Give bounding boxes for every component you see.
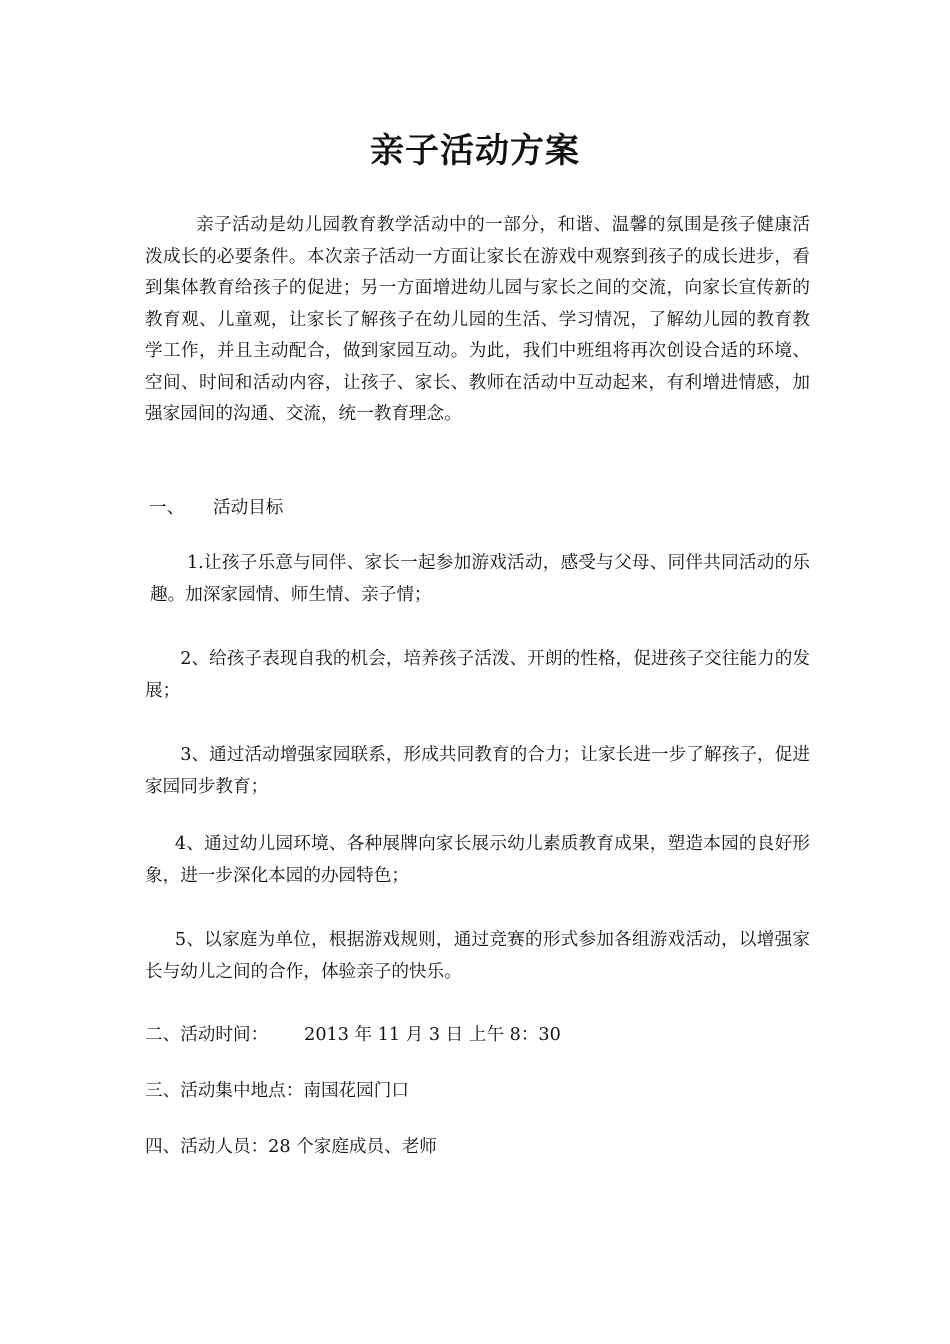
activity-people-label: 四、活动人员： (145, 1137, 269, 1157)
activity-place-value: 南国花园门口 (303, 1081, 409, 1101)
section-heading-goals (149, 493, 283, 525)
activity-place-label: 三、活动集中地点： (145, 1081, 304, 1101)
activity-people-value: 28 个家庭成员、老师 (268, 1137, 437, 1157)
activity-time-label: 二、活动时间： (145, 1025, 269, 1045)
goal-item-2: 2、给孩子表现自我的机会，培养孩子活泼、开朗的性格，促进孩子交往能力的发展； (145, 649, 810, 701)
goal-item-1: 1.让孩子乐意与同伴、家长一起参加游戏活动，感受与父母、同伴共同活动的乐趣。加深家园情、师生情、亲子情； (150, 553, 810, 605)
intro-paragraph: 亲子活动是幼儿园教育教学活动中的一部分，和谐、温馨的氛围是孩子健康活泼成长的必要条件。本次亲子活动一方面让家长在游戏中观察到孩子的成长进步，看到集体教育给孩子的促进；另一方面增进幼儿园与家长之间的交流，向家长宣传新的教育观、儿童观，让家长了解孩子在幼儿园的生活、学习情况，了解幼儿园的教育教学工作，并且主动配合，做到家园互动。为此，我们中班组将再次创设合适的环境、空间、时间和活动内容，让孩子、家长、教师在活动中互动起来，有利增进情感，加强家园间的沟通、交流，统一教育理念。 (145, 215, 810, 424)
activity-time-line (145, 1020, 561, 1052)
goal-item-5: 5、以家庭为单位，根据游戏规则，通过竞赛的形式参加各组游戏活动，以增强家长与幼儿之间的合作，体验亲子的快乐。 (145, 930, 810, 982)
section-title: 活动目标 (213, 498, 284, 518)
goal-item-4: 4、通过幼儿园环境、各种展牌向家长展示幼儿素质教育成果，塑造本园的良好形象，进一步深化本园的办园特色； (145, 834, 810, 886)
activity-time-value: 2013 年 11 月 3 日 上午 8：30 (304, 1025, 561, 1045)
document-title: 亲子活动方案 (370, 131, 580, 171)
section-number: 一、 (149, 498, 185, 518)
activity-place-line (145, 1076, 409, 1108)
activity-people-line (145, 1132, 437, 1164)
goal-item-3: 3、通过活动增强家园联系，形成共同教育的合力；让家长进一步了解孩子，促进家园同步教育； (145, 745, 810, 797)
